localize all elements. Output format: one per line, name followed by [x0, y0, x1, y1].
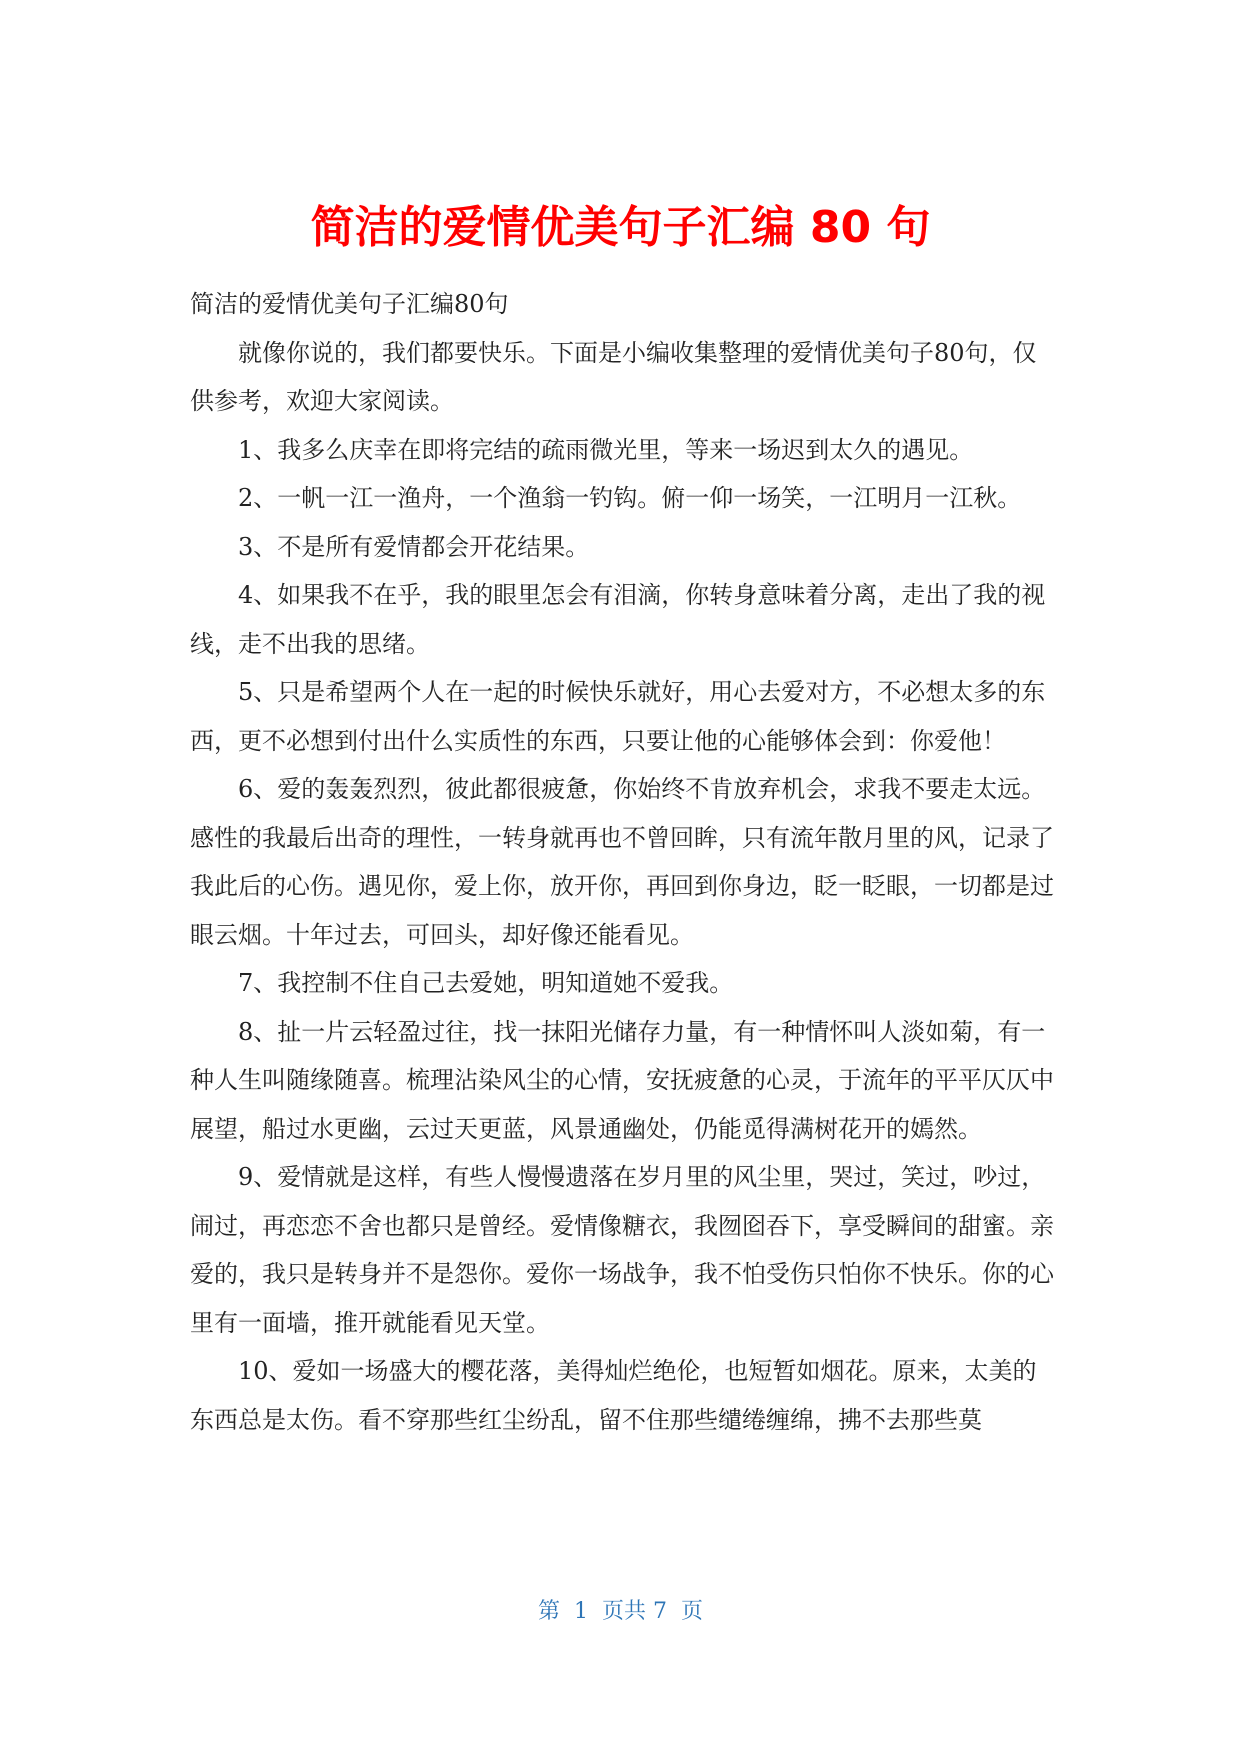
quote-paragraph-10: 10、爱如一场盛大的樱花落，美得灿烂绝伦，也短暂如烟花。原来，太美的东西总是太伤。看不穿那些红尘纷乱，留不住那些缱绻缠绵，拂不去那些莫 — [190, 1357, 1037, 1434]
quote-paragraph-6: 6、爱的轰轰烈烈，彼此都很疲惫，你始终不肯放弃机会，求我不要走太远。感性的我最后出奇的理性，一转身就再也不曾回眸，只有流年散月里的风，记录了我此后的心伤。遇见你，爱上你，放开你，再回到你身边，眨一眨眼，一切都是过眼云烟。十年过去，可回头，却好像还能看见。 — [190, 775, 1054, 949]
quote-paragraph-7: 7、我控制不住自己去爱她，明知道她不爱我。 — [238, 969, 734, 997]
quote-paragraph-4: 4、如果我不在乎，我的眼里怎会有泪滴，你转身意味着分离，走出了我的视线，走不出我的思绪。 — [190, 581, 1046, 658]
document-subtitle: 简洁的爱情优美句子汇编80句 — [190, 290, 509, 318]
quote-paragraph-3: 3、不是所有爱情都会开花结果。 — [238, 532, 590, 561]
page-number-footer: 第 1 页共 7 页 — [538, 1599, 703, 1624]
quote-paragraph-9: 9、爱情就是这样，有些人慢慢遗落在岁月里的风尘里，哭过，笑过，吵过，闹过，再恋恋不舍也都只是曾经。爱情像糖衣，我囫囵吞下，享受瞬间的甜蜜。亲爱的，我只是转身并不是怨你。爱你一场战争，我不怕受伤只怕你不快乐。你的心里有一面墙，推开就能看见天堂。 — [190, 1163, 1054, 1337]
document-body — [190, 280, 1056, 1444]
quote-paragraph-8: 8、扯一片云轻盈过往，找一抹阳光储存力量，有一种情怀叫人淡如菊，有一种人生叫随缘随喜。梳理沾染风尘的心情，安抚疲惫的心灵，于流年的平平仄仄中展望，船过水更幽，云过天更蓝，风景通幽处，仍能觅得满树花开的嫣然。 — [190, 1017, 1054, 1143]
quote-paragraph-2: 2、一帆一江一渔舟，一个渔翁一钓钩。俯一仰一场笑，一江明月一江秋。 — [238, 484, 1022, 512]
intro-paragraph: 就像你说的，我们都要快乐。下面是小编收集整理的爱情优美句子80句，仅供参考，欢迎大家阅读。 — [190, 338, 1037, 415]
quote-paragraph-1: 1、我多么庆幸在即将完结的疏雨微光里，等来一场迟到太久的遇见。 — [238, 435, 974, 464]
quote-paragraph-5: 5、只是希望两个人在一起的时候快乐就好，用心去爱对方，不必想太多的东西，更不必想到付出什么实质性的东西，只要让他的心能够体会到：你爱他！ — [190, 678, 1046, 755]
document-title: 简洁的爱情优美句子汇编 80 句 — [310, 202, 931, 253]
